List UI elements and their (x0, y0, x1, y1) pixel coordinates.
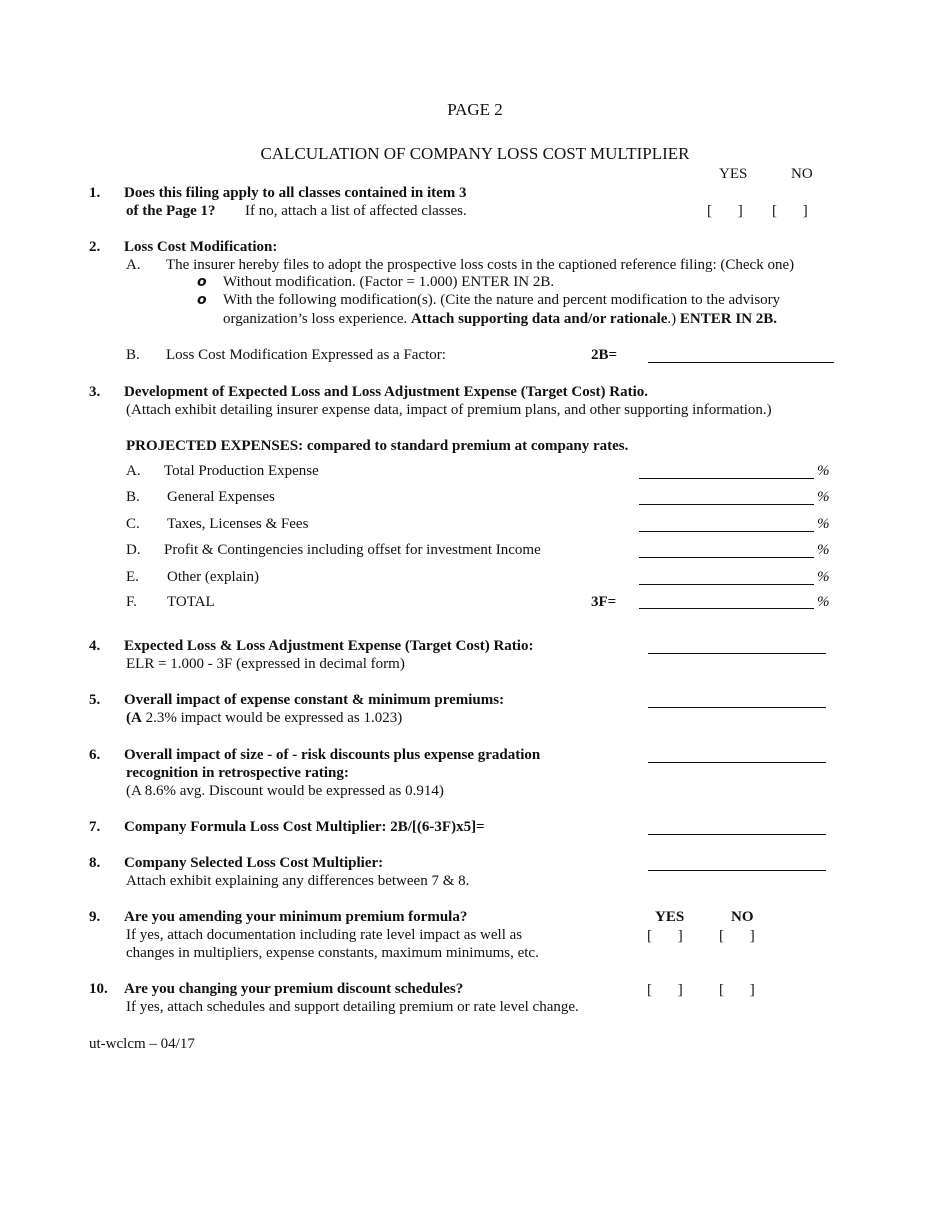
expense-c-unit: % (817, 516, 830, 532)
section-10-title: Are you changing your premium discount schedules? (124, 981, 464, 997)
yes-column-label: YES (719, 166, 748, 182)
field-8-input[interactable] (648, 870, 826, 871)
expense-total-input[interactable] (639, 608, 814, 609)
section-2a-letter: A. (126, 257, 141, 273)
expense-e-unit: % (817, 569, 830, 585)
form-code-footer: ut-wclcm – 04/17 (89, 1036, 195, 1052)
section-7-title: Company Formula Loss Cost Multiplier: 2B/[(6-3F)x5]= (124, 819, 485, 835)
option-1-label: Without modification. (Factor = 1.000) ENTER IN 2B. (223, 274, 555, 290)
expense-e-label: Other (explain) (167, 569, 260, 585)
section-5-number: 5. (89, 692, 101, 708)
expense-total-unit: % (817, 594, 830, 610)
expense-d-letter: D. (126, 542, 141, 558)
option-2-label: With the following modification(s). (Cite the nature and percent modification to the advisory (223, 292, 781, 308)
section-5-note: (A 2.3% impact would be expressed as 1.023) (126, 710, 403, 726)
expense-b-label: General Expenses (167, 489, 275, 505)
expense-a-input[interactable] (639, 478, 814, 479)
section-2b-letter: B. (126, 347, 140, 363)
section-1-no-checkbox[interactable]: [ ] (772, 203, 808, 219)
section-3-number: 3. (89, 384, 101, 400)
section-9-yes-checkbox[interactable]: [ ] (647, 928, 683, 944)
expense-b-unit: % (817, 489, 830, 505)
expense-c-label: Taxes, Licenses & Fees (167, 516, 309, 532)
option-2-radio[interactable]: o (197, 292, 207, 308)
section-2-number: 2. (89, 239, 101, 255)
section-4-note: ELR = 1.000 - 3F (expressed in decimal form) (126, 656, 405, 672)
section-9-note: If yes, attach documentation including rate level impact as well as (126, 927, 523, 943)
field-7-input[interactable] (648, 834, 826, 835)
field-code-2b: 2B= (591, 347, 618, 363)
section-10-yes-checkbox[interactable]: [ ] (647, 982, 683, 998)
section-2-title: Loss Cost Modification: (124, 239, 278, 255)
field-2b-input[interactable] (648, 362, 834, 363)
expense-a-label: Total Production Expense (164, 463, 319, 479)
section-6-number: 6. (89, 747, 101, 763)
option-1-radio[interactable]: o (197, 274, 207, 290)
form-title: CALCULATION OF COMPANY LOSS COST MULTIPLIER (260, 144, 690, 163)
field-code-3f: 3F= (591, 594, 617, 610)
expense-d-unit: % (817, 542, 830, 558)
section-8-title: Company Selected Loss Cost Multiplier: (124, 855, 384, 871)
expense-c-letter: C. (126, 516, 140, 532)
section-9-no-label: NO (731, 909, 754, 925)
section-9-yes-label: YES (655, 909, 685, 925)
expense-e-letter: E. (126, 569, 139, 585)
section-2a-text: The insurer hereby files to adopt the prospective loss costs in the captioned reference filing: (Check one) (166, 257, 795, 273)
expense-e-input[interactable] (639, 584, 814, 585)
section-9-note-cont: changes in multipliers, expense constants, maximum minimums, etc. (126, 945, 539, 961)
page-number: PAGE 2 (447, 100, 503, 119)
section-3-note: (Attach exhibit detailing insurer expense data, impact of premium plans, and other supporting information.) (126, 402, 772, 418)
section-9-number: 9. (89, 909, 101, 925)
field-6-input[interactable] (648, 762, 826, 763)
field-5-input[interactable] (648, 707, 826, 708)
section-8-note: Attach exhibit explaining any differences between 7 & 8. (126, 873, 470, 889)
expense-a-unit: % (817, 463, 830, 479)
option-2-label-cont: organization’s loss experience. Attach supporting data and/or rationale.) ENTER IN 2B. (223, 311, 778, 327)
section-6-note: (A 8.6% avg. Discount would be expressed as 0.914) (126, 783, 444, 799)
section-7-number: 7. (89, 819, 101, 835)
section-8-number: 8. (89, 855, 101, 871)
section-9-title: Are you amending your minimum premium formula? (124, 909, 468, 925)
section-4-title: Expected Loss & Loss Adjustment Expense (Target Cost) Ratio: (124, 638, 534, 654)
section-4-number: 4. (89, 638, 101, 654)
expense-total-label: TOTAL (167, 594, 215, 610)
section-10-number: 10. (89, 981, 108, 997)
expense-a-letter: A. (126, 463, 141, 479)
section-2b-text: Loss Cost Modification Expressed as a Factor: (166, 347, 446, 363)
section-5-title: Overall impact of expense constant & minimum premiums: (124, 692, 505, 708)
expense-b-input[interactable] (639, 504, 814, 505)
expense-f-letter: F. (126, 594, 137, 610)
section-1-number: 1. (89, 185, 101, 201)
projected-expenses-heading: PROJECTED EXPENSES: compared to standard premium at company rates. (126, 438, 629, 454)
section-6-title-cont: recognition in retrospective rating: (126, 765, 349, 781)
field-4-input[interactable] (648, 653, 826, 654)
expense-d-label: Profit & Contingencies including offset for investment Income (164, 542, 541, 558)
section-9-no-checkbox[interactable]: [ ] (719, 928, 755, 944)
expense-c-input[interactable] (639, 531, 814, 532)
section-1-yes-checkbox[interactable]: [ ] (707, 203, 743, 219)
section-6-title: Overall impact of size - of - risk discounts plus expense gradation (124, 747, 541, 763)
no-column-label: NO (791, 166, 813, 182)
section-1-title-cont: of the Page 1? (126, 203, 216, 219)
section-10-no-checkbox[interactable]: [ ] (719, 982, 755, 998)
section-10-note: If yes, attach schedules and support detailing premium or rate level change. (126, 999, 579, 1015)
section-1-note: If no, attach a list of affected classes. (245, 203, 467, 219)
expense-b-letter: B. (126, 489, 140, 505)
expense-d-input[interactable] (639, 557, 814, 558)
section-3-title: Development of Expected Loss and Loss Adjustment Expense (Target Cost) Ratio. (124, 384, 649, 400)
section-1-title: Does this filing apply to all classes contained in item 3 (124, 185, 467, 201)
